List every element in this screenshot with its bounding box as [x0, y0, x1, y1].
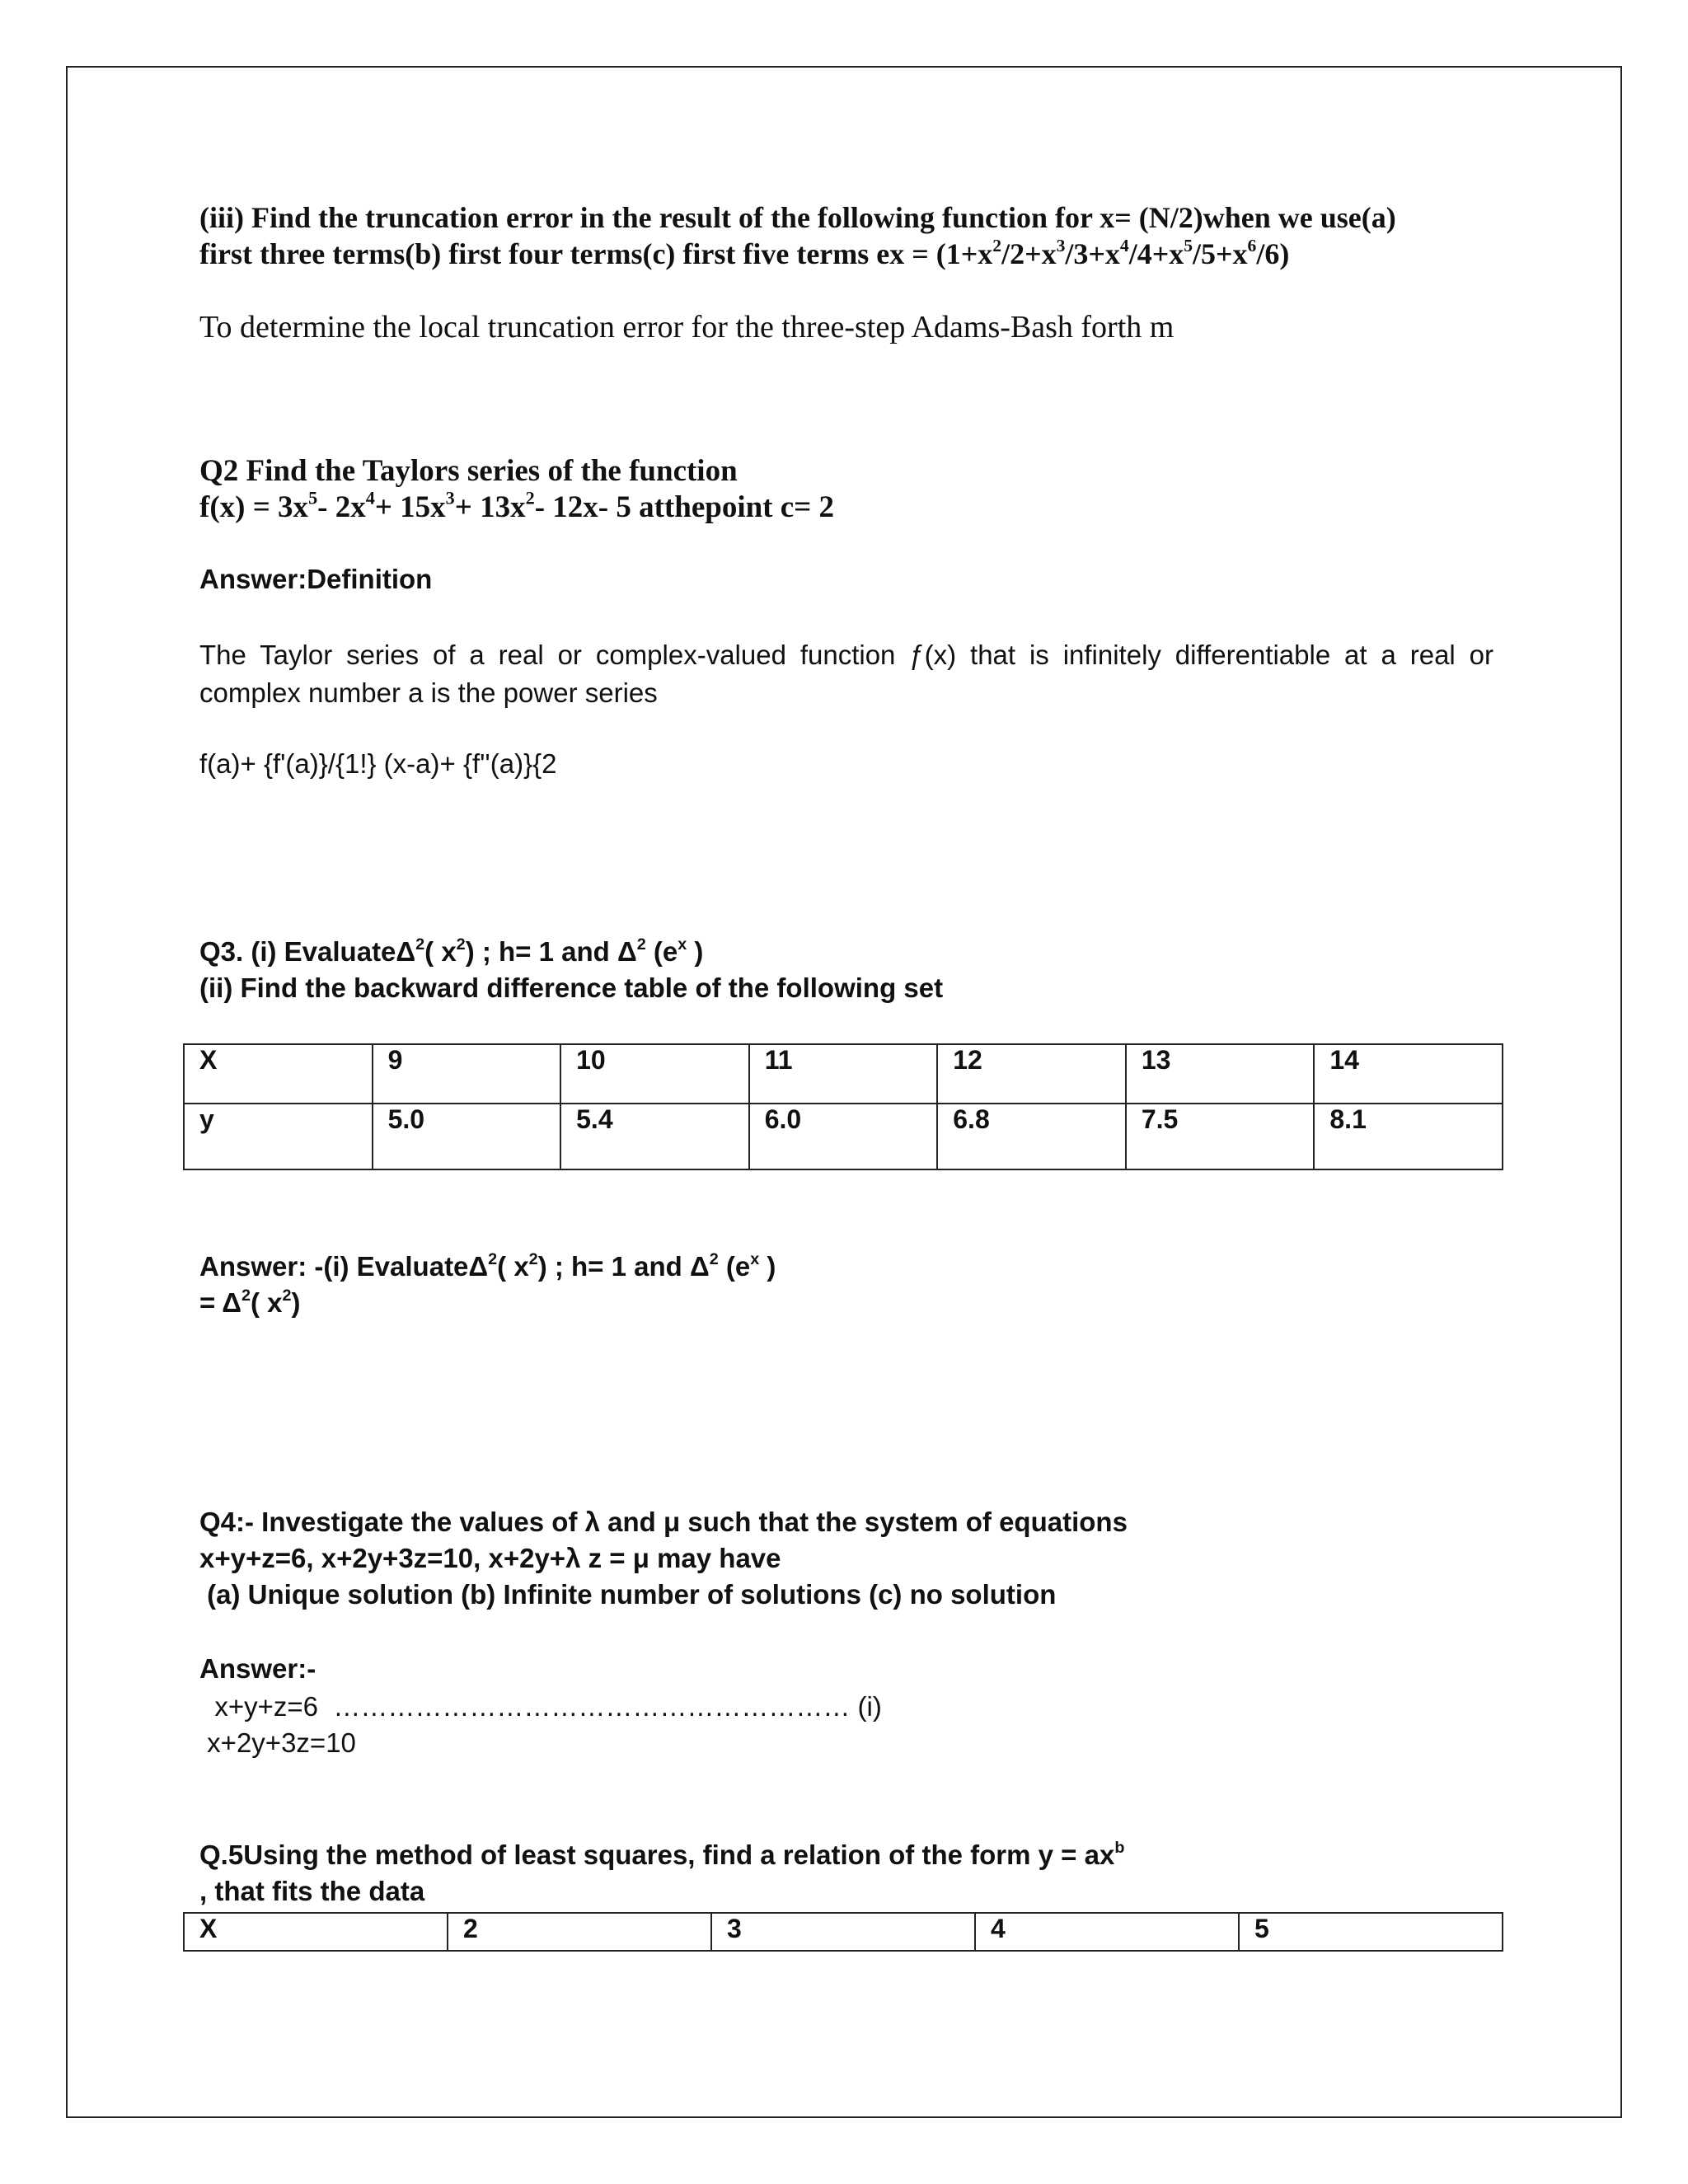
- q2-answer-label: Answer:Definition: [199, 564, 433, 594]
- table-cell: X: [184, 1044, 373, 1104]
- q5-line2: , that fits the data: [199, 1876, 425, 1906]
- table-cell: 10: [560, 1044, 749, 1104]
- table-cell: 4: [975, 1913, 1239, 1951]
- table-cell: 5: [1239, 1913, 1503, 1951]
- q3-answer-line2: = $\Delta^2$( $x^2$): [199, 1286, 301, 1318]
- table-cell: 7.5: [1126, 1104, 1315, 1169]
- q2-title: Q2 Find the Taylors series of the function: [199, 454, 738, 488]
- table-cell: 2: [448, 1913, 711, 1951]
- backward-difference-table: [183, 1043, 1503, 1170]
- table-cell: 9: [373, 1044, 561, 1104]
- q1-line1: (iii) Find the truncation error in the result of the following function for x= (N/2)when we use(a): [199, 201, 1396, 234]
- table-row: [184, 1913, 1503, 1951]
- q4-line1: Q4:- Investigate the values of λ and μ such that the system of equations: [199, 1507, 1128, 1537]
- table-cell: 6.8: [937, 1104, 1126, 1169]
- q3-answer-line1: Answer: -(i) EvaluateΔ$^2$( $x^2$) ; h= 1 and $\Delta^2$ ($e^x$ ): [199, 1250, 776, 1282]
- q4-equation-2: x+2y+3z=10: [199, 1727, 356, 1758]
- table-cell: 5.4: [560, 1104, 749, 1169]
- table-cell: 8.1: [1314, 1104, 1503, 1169]
- q5-line1: Q.5Using the method of least squares, find a relation of the form $y = ax^b$: [199, 1839, 1125, 1870]
- table-row: [184, 1044, 1503, 1104]
- table-cell: 13: [1126, 1044, 1315, 1104]
- q2-formula: f(a)+ {f'(a)}/{1!} (x-a)+ {f''(a)}{2: [199, 748, 557, 779]
- table-cell: 3: [711, 1913, 975, 1951]
- table-cell: 11: [749, 1044, 938, 1104]
- q4-line2: x+y+z=6, x+2y+3z=10, x+2y+λ z = μ may have: [199, 1543, 781, 1573]
- least-squares-table: [183, 1912, 1503, 1952]
- table-cell: 14: [1314, 1044, 1503, 1104]
- table-cell: y: [184, 1104, 373, 1169]
- table-cell: 12: [937, 1044, 1126, 1104]
- q1-body-text: To determine the local truncation error for the three-step Adams-Bash forth m: [199, 310, 1175, 344]
- table-cell: X: [184, 1913, 448, 1951]
- q4-answer-label: Answer:-: [199, 1653, 316, 1684]
- q3-line2: (ii) Find the backward difference table of the following set: [199, 972, 944, 1003]
- q4-line3: (a) Unique solution (b) Infinite number of solutions (c) no solution: [199, 1579, 1057, 1610]
- q2-definition-paragraph: The Taylor series of a real or complex-valued function ƒ(x) that is infinitely differentiable at a real or complex number a is the power series: [199, 640, 1493, 708]
- q4-equation-1: x+y+z=6 ………………………………………………… (i): [199, 1691, 882, 1722]
- q2-function: $f(x) = 3x^5-$ $2x^4+ 15x^3+ 13x^2-$ 12x- 5 atthepoint c= 2: [199, 487, 835, 524]
- table-cell: 5.0: [373, 1104, 561, 1169]
- table-cell: 6.0: [749, 1104, 938, 1169]
- table-row: [184, 1104, 1503, 1169]
- q3-line1: Q3. (i) EvaluateΔ$^2$( $x^2$) ; h= 1 and $\Delta^2$ ($e^x$ ): [199, 935, 704, 967]
- q1-line2: first three terms(b) first four terms(c) first five terms ex = $(1+x^2/2+x^3/3+x^4/4+x^5/5+x^6/6)$: [199, 235, 1290, 270]
